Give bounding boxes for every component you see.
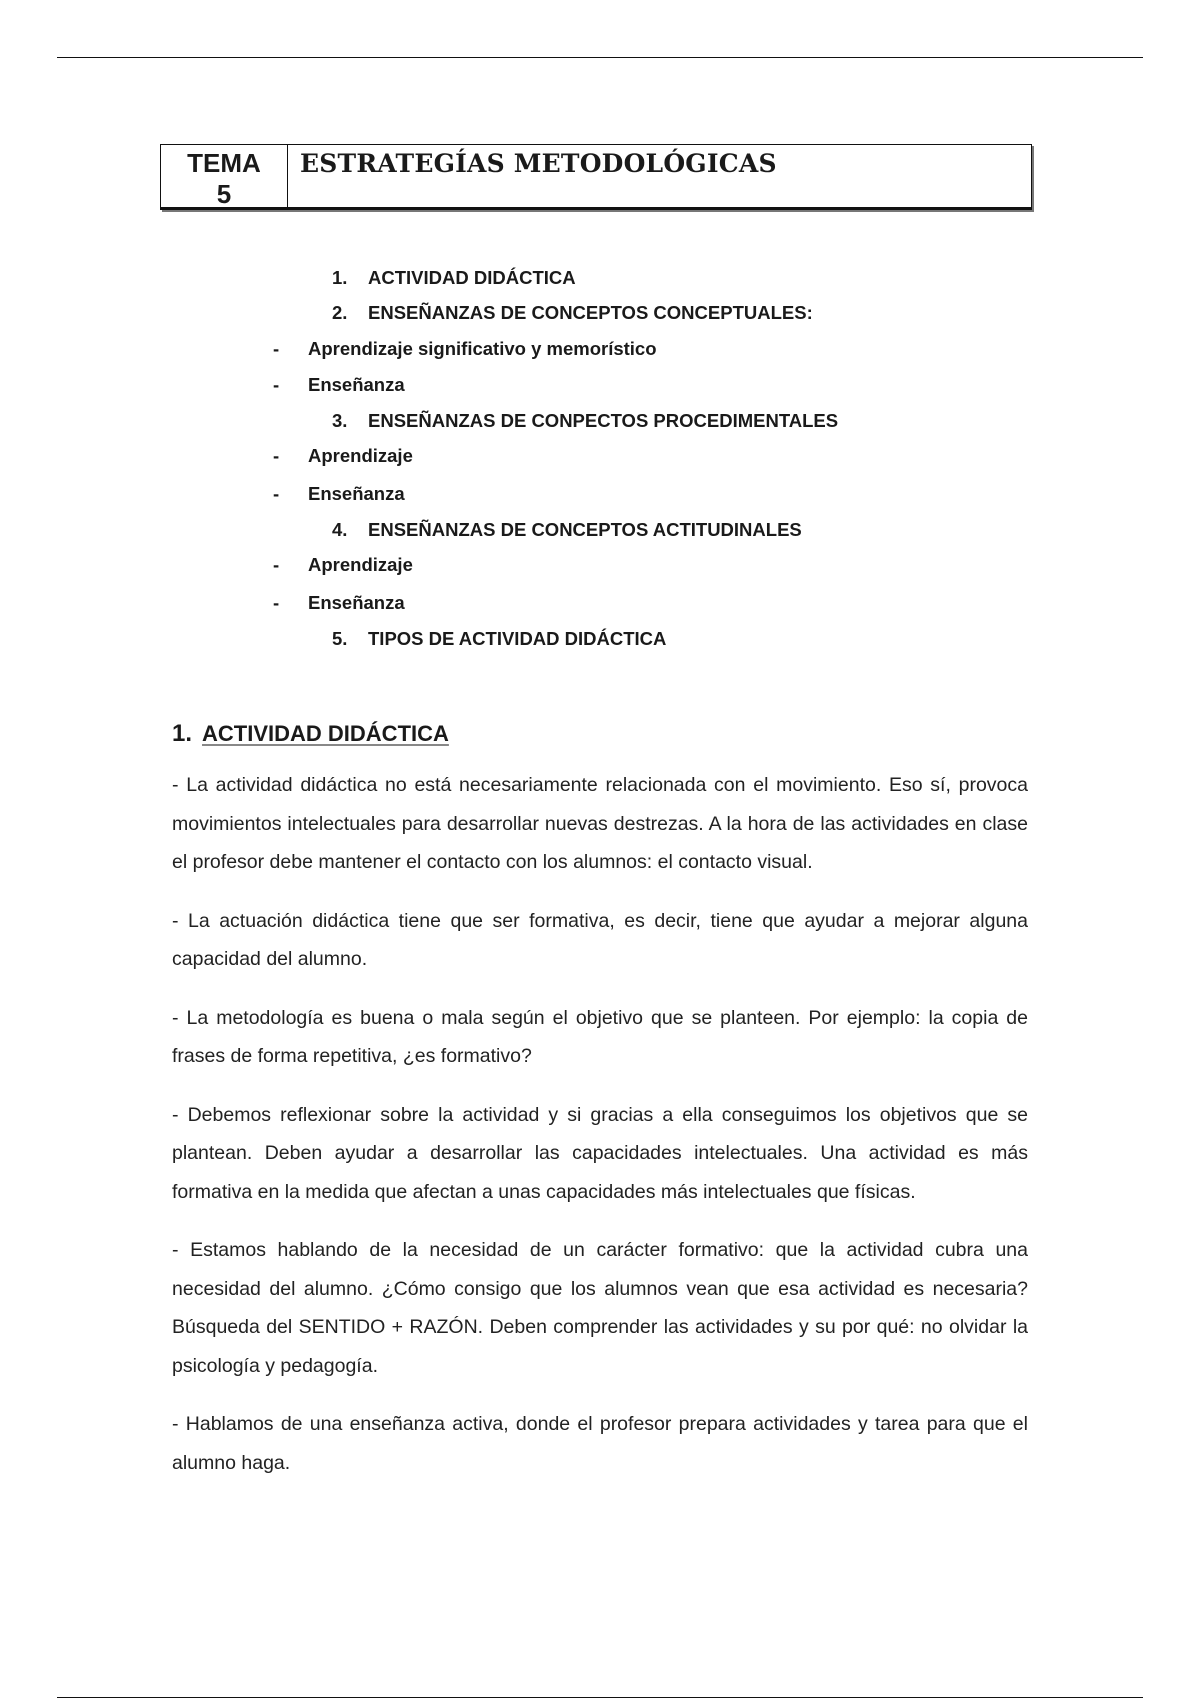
paragraph: - La actividad didáctica no está necesariamente relacionada con el movimiento. Eso sí, provoca movimientos intelectuales para desarrollar nuevas destrezas. A la hora de las actividades en clase el profesor debe mantener el contacto con los alumnos: el contacto visual. <box>172 774 1028 873</box>
toc-number: 3. <box>332 410 348 431</box>
toc-number: 4. <box>332 519 348 540</box>
toc-dash: - <box>273 483 280 504</box>
tema-cell <box>161 145 288 207</box>
toc-text: ACTIVIDAD DIDÁCTICA <box>368 267 576 288</box>
toc-dash: - <box>273 338 280 359</box>
toc-dash: - <box>273 592 280 613</box>
paragraph: - La actuación didáctica tiene que ser formativa, es decir, tiene que ayudar a mejorar alguna capacidad del alumno. <box>172 909 1028 970</box>
section-body <box>172 766 1028 1502</box>
document-title: ESTRATEGÍAS METODOLÓGICAS <box>300 149 777 178</box>
bottom-rule <box>57 1697 1143 1698</box>
section-heading <box>172 720 449 748</box>
paragraph: - La metodología es buena o mala según el objetivo que se planteen. Por ejemplo: la copia de frases de forma repetitiva, ¿es formativo? <box>172 1006 1028 1067</box>
paragraph: - Estamos hablando de la necesidad de un carácter formativo: que la actividad cubra una necesidad del alumno. ¿Cómo consigo que los alumnos vean que esa actividad es necesaria? Búsqueda del SENTIDO + RAZÓN. Deben comprender las actividades y su por qué: no olvidar la psicología y pedagogía. <box>172 1239 1028 1377</box>
tema-label: TEMA <box>187 148 261 178</box>
title-table <box>160 144 1032 210</box>
toc-text: Enseñanza <box>308 592 405 613</box>
toc-text: ENSEÑANZAS DE CONCEPTOS ACTITUDINALES <box>368 519 802 540</box>
toc-text: Aprendizaje significativo y memorístico <box>308 338 657 359</box>
toc-dash: - <box>273 374 280 395</box>
section-number: 1. <box>172 720 193 747</box>
toc-dash: - <box>273 554 280 575</box>
toc-number: 1. <box>332 267 348 288</box>
toc-number: 2. <box>332 302 348 323</box>
section-heading-text: ACTIVIDAD DIDÁCTICA <box>202 721 449 746</box>
top-rule <box>57 57 1143 58</box>
toc-text: ENSEÑANZAS DE CONPECTOS PROCEDIMENTALES <box>368 410 839 431</box>
toc-number: 5. <box>332 628 348 649</box>
toc-text: Enseñanza <box>308 483 405 504</box>
toc-dash: - <box>273 445 280 466</box>
paragraph: - Hablamos de una enseñanza activa, donde el profesor prepara actividades y tarea para que el alumno haga. <box>172 1413 1028 1474</box>
toc-text: TIPOS DE ACTIVIDAD DIDÁCTICA <box>368 628 667 649</box>
paragraph: - Debemos reflexionar sobre la actividad y si gracias a ella conseguimos los objetivos que se plantean. Deben ayudar a desarrollar las capacidades intelectuales. Una actividad es más formativa en la medida que afectan a unas capacidades más intelectuales que físicas. <box>172 1103 1028 1203</box>
toc-text: Aprendizaje <box>308 554 413 575</box>
tema-number: 5 <box>216 179 232 209</box>
toc-text: Enseñanza <box>308 374 405 395</box>
toc-text: ENSEÑANZAS DE CONCEPTOS CONCEPTUALES: <box>368 302 813 323</box>
toc-text: Aprendizaje <box>308 445 413 466</box>
